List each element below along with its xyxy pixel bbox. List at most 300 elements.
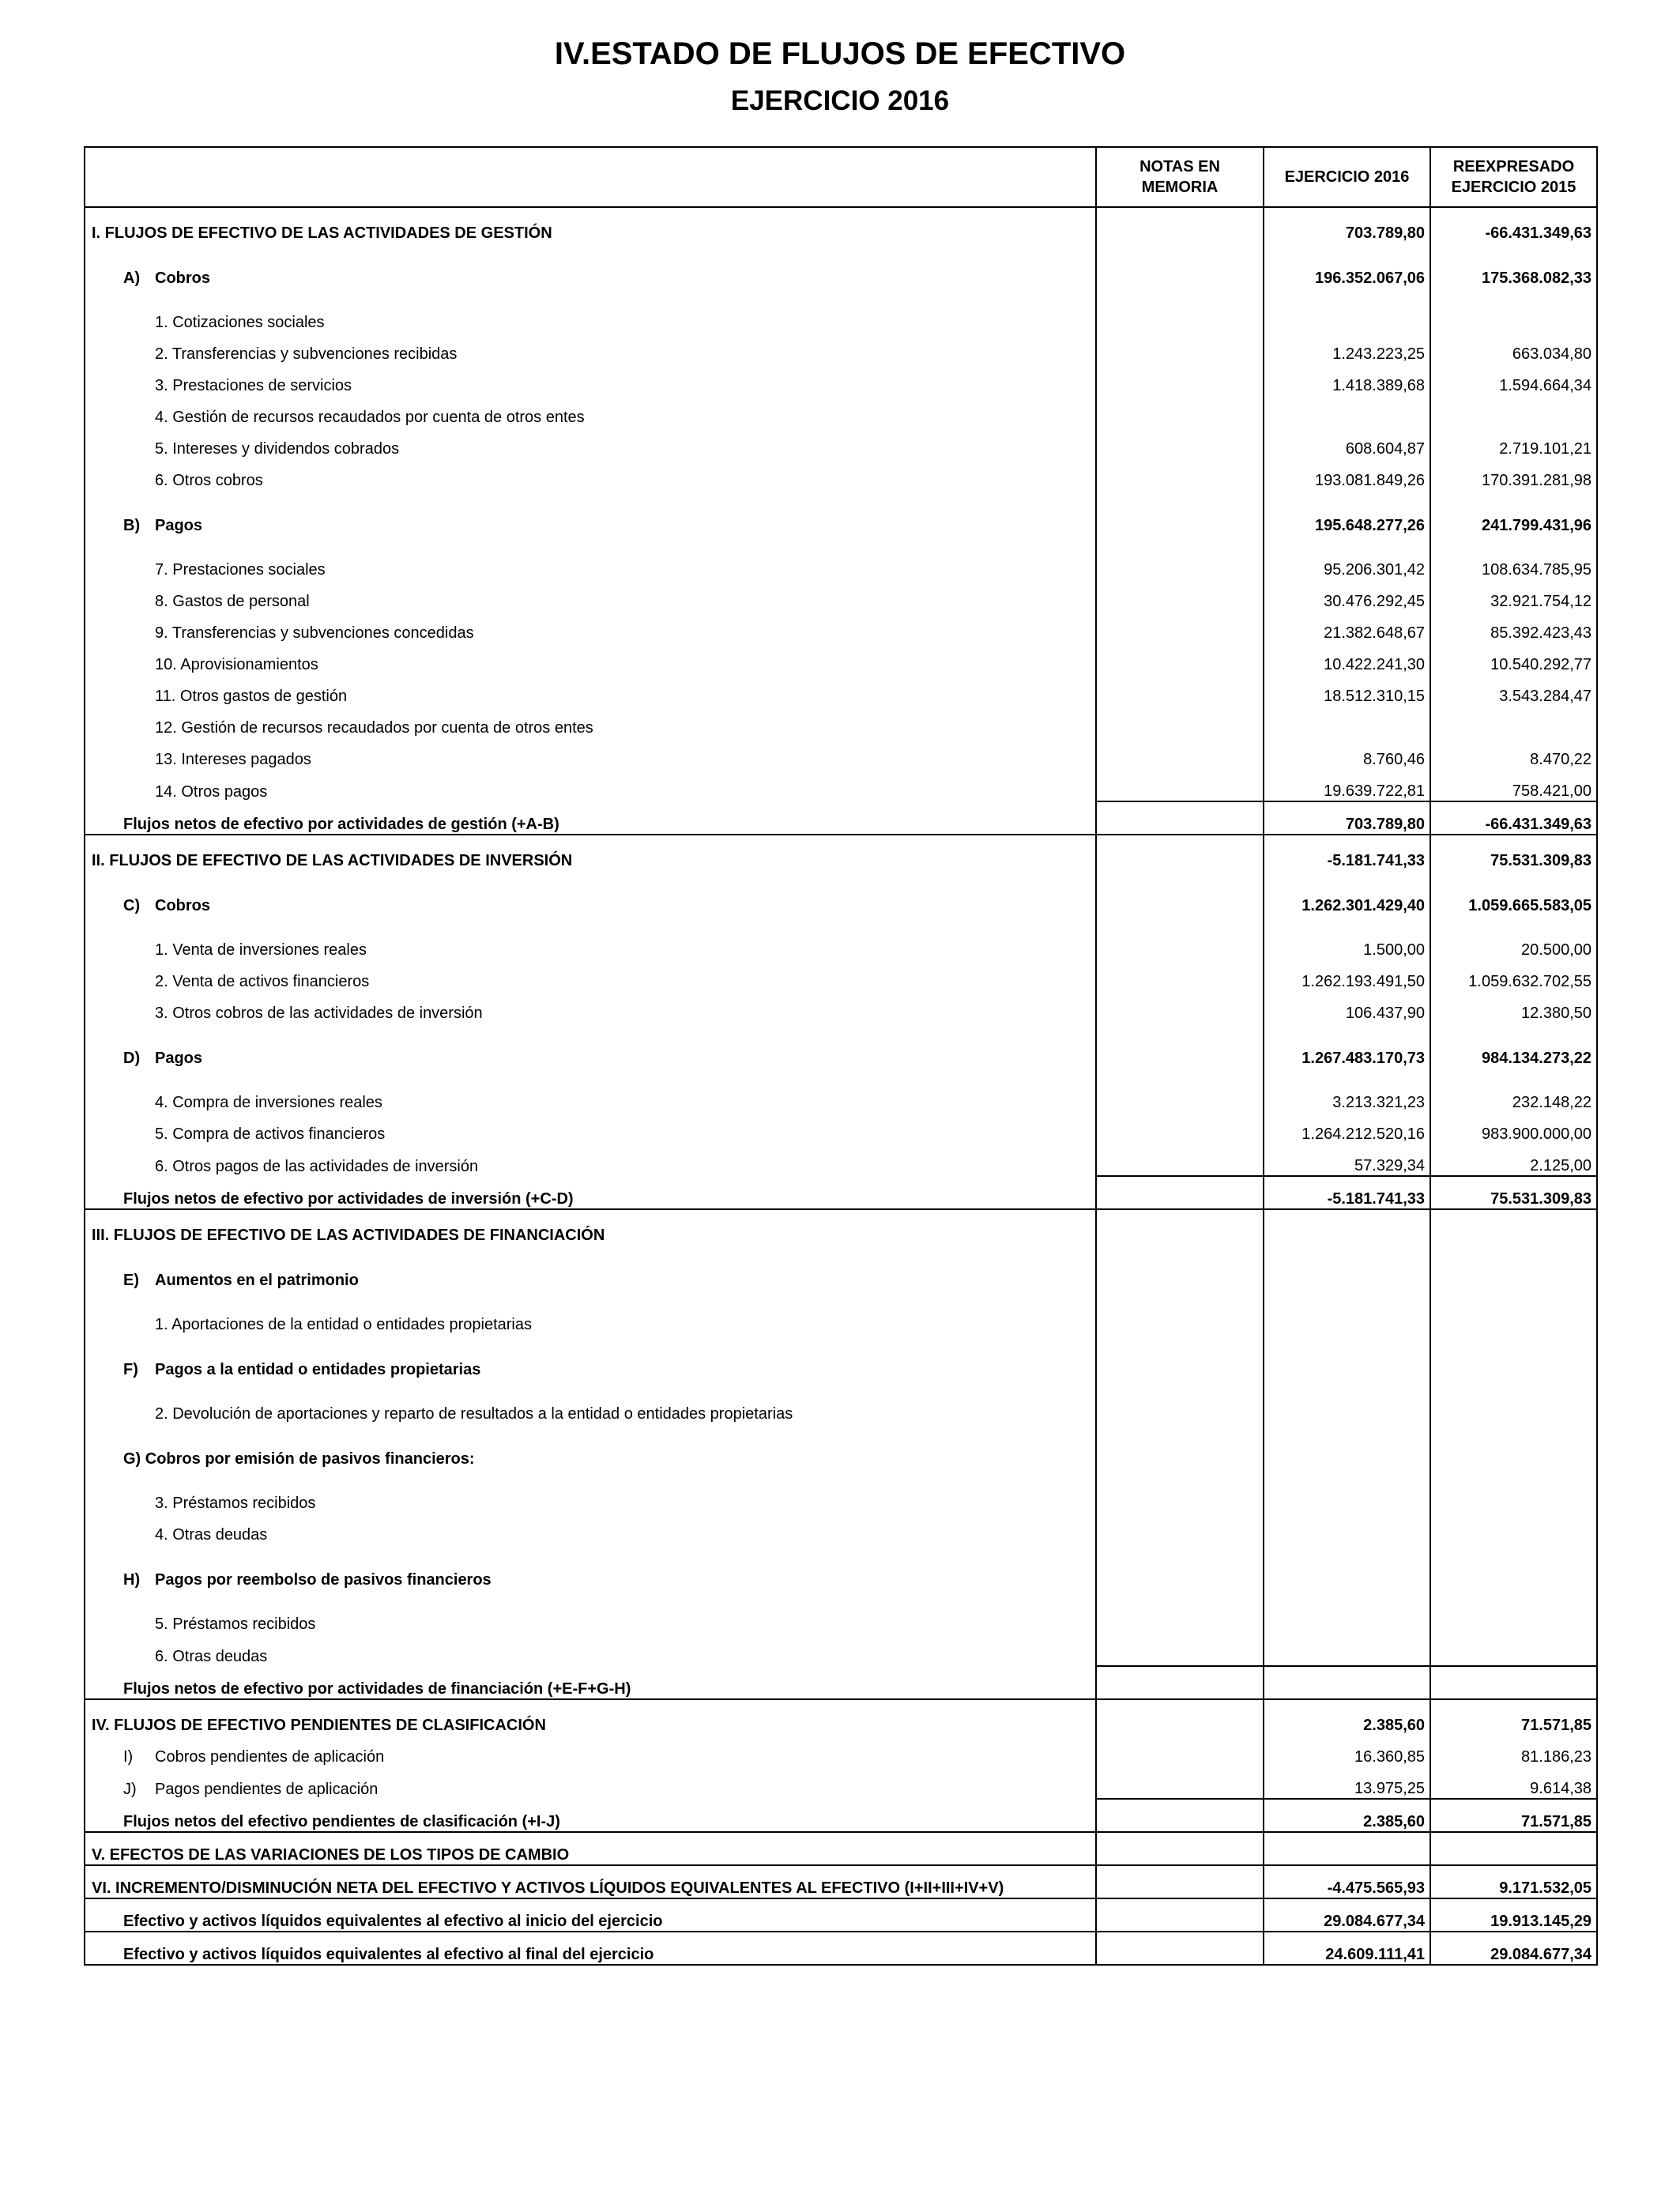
value-2015: 108.634.785,95 [1430, 535, 1597, 579]
value-2016: 608.604,87 [1264, 427, 1430, 458]
table-row [85, 395, 1597, 427]
value-2015 [1430, 1666, 1597, 1699]
table-row [85, 1699, 1597, 1735]
row-label-text: Flujos netos de efectivo por actividades de gestión (+A-B) [123, 816, 559, 833]
value-2016: 19.639.722,81 [1264, 769, 1430, 801]
table-row [85, 1423, 1597, 1468]
row-tag: A) [123, 270, 141, 287]
row-tag: D) [123, 1050, 141, 1067]
row-label [85, 243, 1096, 288]
value-2016 [1264, 1334, 1430, 1379]
notes-cell [1096, 870, 1264, 915]
row-label-text: 6. Otros cobros [155, 472, 263, 489]
notes-cell [1096, 959, 1264, 991]
row-label [85, 769, 1096, 801]
table-row [85, 1334, 1597, 1379]
notes-cell [1096, 1799, 1264, 1832]
value-2015: 1.059.665.583,05 [1430, 870, 1597, 915]
table-row [85, 835, 1597, 870]
row-label-text: V. EFECTOS DE LAS VARIACIONES DE LOS TIPOS DE CAMBIO [92, 1846, 570, 1864]
value-2015: 241.799.431,96 [1430, 490, 1597, 535]
value-2015: 170.391.281,98 [1430, 458, 1597, 490]
notes-cell [1096, 1023, 1264, 1068]
row-label [85, 643, 1096, 674]
value-2015: 175.368.082,33 [1430, 243, 1597, 288]
value-2015 [1430, 1423, 1597, 1468]
value-2015: 232.148,22 [1430, 1068, 1597, 1112]
row-label [85, 1423, 1096, 1468]
notes-cell [1096, 364, 1264, 395]
table-row [85, 611, 1597, 643]
notes-cell [1096, 674, 1264, 706]
value-2015 [1430, 1634, 1597, 1666]
table-row [85, 243, 1597, 288]
value-2016: 18.512.310,15 [1264, 674, 1430, 706]
row-label-text: Cobros [155, 270, 210, 287]
table-row [85, 1865, 1597, 1898]
notes-cell [1096, 1068, 1264, 1112]
row-label [85, 1112, 1096, 1144]
row-label-text: 5. Préstamos recibidos [155, 1615, 316, 1633]
value-2016: 8.760,46 [1264, 737, 1430, 769]
value-2015: 10.540.292,77 [1430, 643, 1597, 674]
value-2016: 16.360,85 [1264, 1735, 1430, 1766]
row-label-text: Efectivo y activos líquidos equivalentes al efectivo al inicio del ejercicio [123, 1913, 663, 1930]
value-2016 [1264, 1666, 1430, 1699]
row-label-text: Cobros pendientes de aplicación [155, 1748, 385, 1766]
notes-cell [1096, 1112, 1264, 1144]
row-label [85, 1766, 1096, 1799]
notes-cell [1096, 288, 1264, 332]
row-label [85, 1144, 1096, 1176]
value-2015: 2.125,00 [1430, 1144, 1597, 1176]
row-label-text: 3. Otros cobros de las actividades de inversión [155, 1005, 483, 1022]
notes-cell [1096, 490, 1264, 535]
notes-cell [1096, 1209, 1264, 1245]
row-label [85, 835, 1096, 870]
value-2016 [1264, 706, 1430, 737]
row-label [85, 1799, 1096, 1832]
value-2016: 1.264.212.520,16 [1264, 1112, 1430, 1144]
value-2016 [1264, 1379, 1430, 1423]
row-label [85, 870, 1096, 915]
row-label-text: 12. Gestión de recursos recaudados por cuenta de otros entes [155, 719, 593, 737]
row-label [85, 535, 1096, 579]
notes-cell [1096, 1589, 1264, 1634]
row-label-text: Pagos [155, 1050, 203, 1067]
row-label-text: 5. Compra de activos financieros [155, 1125, 386, 1143]
table-row [85, 1468, 1597, 1513]
notes-cell [1096, 1735, 1264, 1766]
row-label-text: 2. Transferencias y subvenciones recibidas [155, 345, 458, 363]
row-label [85, 1513, 1096, 1544]
notes-cell [1096, 332, 1264, 364]
notes-cell [1096, 1832, 1264, 1865]
row-label-text: 1. Cotizaciones sociales [155, 314, 325, 331]
value-2015: 71.571,85 [1430, 1799, 1597, 1832]
table-row [85, 1634, 1597, 1666]
value-2015: 71.571,85 [1430, 1699, 1597, 1735]
row-label-text: 3. Prestaciones de servicios [155, 377, 352, 394]
value-2016: 106.437,90 [1264, 991, 1430, 1023]
row-label-text: 6. Otros pagos de las actividades de inversión [155, 1158, 479, 1175]
value-2015: 663.034,80 [1430, 332, 1597, 364]
row-label-text: 7. Prestaciones sociales [155, 561, 326, 579]
row-label [85, 364, 1096, 395]
table-row [85, 1544, 1597, 1589]
value-2016: 1.262.301.429,40 [1264, 870, 1430, 915]
table-row [85, 915, 1597, 959]
value-2016: 57.329,34 [1264, 1144, 1430, 1176]
row-tag: J) [123, 1781, 137, 1798]
value-2015 [1430, 1589, 1597, 1634]
value-2015: 20.500,00 [1430, 915, 1597, 959]
value-2016: -5.181.741,33 [1264, 835, 1430, 870]
row-label [85, 674, 1096, 706]
value-2015: 8.470,22 [1430, 737, 1597, 769]
value-2016: 196.352.067,06 [1264, 243, 1430, 288]
table-row [85, 1112, 1597, 1144]
table-row [85, 737, 1597, 769]
row-label-text: Pagos pendientes de aplicación [155, 1781, 379, 1798]
table-row [85, 579, 1597, 611]
value-2015 [1430, 1334, 1597, 1379]
cash-flow-table [84, 146, 1598, 1966]
value-2015 [1430, 395, 1597, 427]
page-subtitle: EJERCICIO 2016 [730, 85, 950, 116]
table-row [85, 332, 1597, 364]
row-tag: I) [123, 1748, 134, 1766]
notes-cell [1096, 1290, 1264, 1334]
table-row [85, 801, 1597, 835]
table-row [85, 1766, 1597, 1799]
value-2015: 12.380,50 [1430, 991, 1597, 1023]
value-2016 [1264, 1589, 1430, 1634]
row-label-text: 2. Devolución de aportaciones y reparto de resultados a la entidad o entidades propietarias [155, 1405, 793, 1423]
value-2016 [1264, 1634, 1430, 1666]
value-2016: 1.262.193.491,50 [1264, 959, 1430, 991]
value-2015: 19.913.145,29 [1430, 1898, 1597, 1932]
value-2015 [1430, 1290, 1597, 1334]
value-2016: -5.181.741,33 [1264, 1176, 1430, 1209]
value-2015: 1.059.632.702,55 [1430, 959, 1597, 991]
notes-cell [1096, 579, 1264, 611]
value-2015: 2.719.101,21 [1430, 427, 1597, 458]
value-2015: -66.431.349,63 [1430, 207, 1597, 243]
row-label-text: 6. Otras deudas [155, 1648, 268, 1665]
value-2016: 703.789,80 [1264, 801, 1430, 835]
row-label [85, 915, 1096, 959]
row-label-text: 11. Otros gastos de gestión [155, 688, 348, 705]
row-label [85, 579, 1096, 611]
row-label [85, 1068, 1096, 1112]
notes-cell [1096, 1423, 1264, 1468]
row-label [85, 1245, 1096, 1290]
row-label-text: 4. Gestión de recursos recaudados por cuenta de otros entes [155, 409, 585, 426]
row-label-text: 5. Intereses y dividendos cobrados [155, 440, 400, 458]
row-label-text: 1. Aportaciones de la entidad o entidades propietarias [155, 1316, 533, 1333]
notes-cell [1096, 835, 1264, 870]
value-2015: 9.614,38 [1430, 1766, 1597, 1799]
row-label-text: Efectivo y activos líquidos equivalentes al efectivo al final del ejercicio [123, 1946, 654, 1963]
row-label-text: 3. Préstamos recibidos [155, 1495, 316, 1512]
value-2016 [1264, 1290, 1430, 1334]
value-2015 [1430, 1832, 1597, 1865]
value-2016 [1264, 1513, 1430, 1544]
value-2015: 3.543.284,47 [1430, 674, 1597, 706]
table-row [85, 991, 1597, 1023]
value-2015: 29.084.677,34 [1430, 1932, 1597, 1965]
row-label [85, 1666, 1096, 1699]
value-2015: 1.594.664,34 [1430, 364, 1597, 395]
notes-cell [1096, 1468, 1264, 1513]
row-label-text: Pagos por reembolso de pasivos financieros [155, 1571, 492, 1589]
table-row [85, 427, 1597, 458]
notes-cell [1096, 643, 1264, 674]
table-row [85, 288, 1597, 332]
value-2016: 21.382.648,67 [1264, 611, 1430, 643]
row-label-text: Aumentos en el patrimonio [155, 1272, 359, 1289]
table-row [85, 535, 1597, 579]
notes-cell [1096, 1932, 1264, 1965]
table-row [85, 1513, 1597, 1544]
value-2016: -4.475.565,93 [1264, 1865, 1430, 1898]
notes-cell [1096, 243, 1264, 288]
table-row [85, 1144, 1597, 1176]
table-row [85, 207, 1597, 243]
notes-cell [1096, 769, 1264, 801]
value-2016 [1264, 395, 1430, 427]
row-label-text: 8. Gastos de personal [155, 593, 310, 610]
value-2016: 2.385,60 [1264, 1699, 1430, 1735]
table-row [85, 364, 1597, 395]
row-label [85, 1832, 1096, 1865]
value-2016 [1264, 1468, 1430, 1513]
value-2016: 1.243.223,25 [1264, 332, 1430, 364]
row-label [85, 490, 1096, 535]
table-row [85, 1176, 1597, 1209]
value-2015: 32.921.754,12 [1430, 579, 1597, 611]
table-row [85, 1068, 1597, 1112]
value-2015 [1430, 1513, 1597, 1544]
row-label-text: 2. Venta de activos financieros [155, 973, 370, 990]
row-label-text: Flujos netos de efectivo por actividades de inversión (+C-D) [123, 1190, 574, 1208]
table-row [85, 490, 1597, 535]
row-tag: E) [123, 1272, 139, 1289]
value-2016: 1.500,00 [1264, 915, 1430, 959]
value-2016 [1264, 1544, 1430, 1589]
value-2015 [1430, 288, 1597, 332]
row-label [85, 959, 1096, 991]
header-concept [85, 147, 1096, 207]
value-2015 [1430, 1209, 1597, 1245]
value-2016: 13.975,25 [1264, 1766, 1430, 1799]
header-2016: EJERCICIO 2016 [1264, 147, 1430, 207]
notes-cell [1096, 706, 1264, 737]
notes-cell [1096, 458, 1264, 490]
value-2016: 1.267.483.170,73 [1264, 1023, 1430, 1068]
row-label-text: Cobros [155, 897, 210, 914]
row-label-text: 1. Venta de inversiones reales [155, 941, 367, 959]
value-2016: 24.609.111,41 [1264, 1932, 1430, 1965]
notes-cell [1096, 427, 1264, 458]
notes-cell [1096, 1334, 1264, 1379]
row-label-text: Pagos a la entidad o entidades propietarias [155, 1361, 481, 1378]
row-label [85, 1699, 1096, 1735]
value-2016: 29.084.677,34 [1264, 1898, 1430, 1932]
notes-cell [1096, 991, 1264, 1023]
row-label-text: I. FLUJOS DE EFECTIVO DE LAS ACTIVIDADES DE GESTIÓN [92, 224, 552, 242]
row-label [85, 288, 1096, 332]
row-tag: F) [123, 1361, 138, 1378]
value-2016: 30.476.292,45 [1264, 579, 1430, 611]
notes-cell [1096, 395, 1264, 427]
value-2015: 75.531.309,83 [1430, 1176, 1597, 1209]
table-row [85, 769, 1597, 801]
row-label-text: G) Cobros por emisión de pasivos financieros: [123, 1450, 475, 1468]
row-label [85, 737, 1096, 769]
row-label [85, 1735, 1096, 1766]
value-2016 [1264, 288, 1430, 332]
row-label [85, 458, 1096, 490]
table-row [85, 870, 1597, 915]
row-tag: C) [123, 897, 141, 914]
value-2016: 195.648.277,26 [1264, 490, 1430, 535]
row-label-text: Flujos netos de efectivo por actividades de financiación (+E-F+G-H) [123, 1680, 631, 1698]
row-label [85, 1334, 1096, 1379]
value-2015 [1430, 1379, 1597, 1423]
table-row [85, 1898, 1597, 1932]
row-label [85, 1634, 1096, 1666]
row-label [85, 1023, 1096, 1068]
table-row [85, 1832, 1597, 1865]
notes-cell [1096, 737, 1264, 769]
table-row [85, 1023, 1597, 1068]
value-2015: 81.186,23 [1430, 1735, 1597, 1766]
value-2016: 2.385,60 [1264, 1799, 1430, 1832]
table-row [85, 1209, 1597, 1245]
value-2015 [1430, 1468, 1597, 1513]
row-label [85, 207, 1096, 243]
row-label-text: 14. Otros pagos [155, 783, 268, 801]
table-row [85, 458, 1597, 490]
page-title: IV.ESTADO DE FLUJOS DE EFECTIVO [554, 36, 1126, 71]
row-tag: H) [123, 1571, 141, 1589]
row-label [85, 706, 1096, 737]
notes-cell [1096, 611, 1264, 643]
notes-cell [1096, 535, 1264, 579]
row-label [85, 332, 1096, 364]
row-label [85, 801, 1096, 835]
row-label-text: 9. Transferencias y subvenciones concedidas [155, 624, 474, 642]
notes-cell [1096, 1666, 1264, 1699]
row-label [85, 1544, 1096, 1589]
table-row [85, 1589, 1597, 1634]
value-2016: 193.081.849,26 [1264, 458, 1430, 490]
row-label [85, 1290, 1096, 1334]
value-2015: 85.392.423,43 [1430, 611, 1597, 643]
row-label [85, 1932, 1096, 1965]
row-label [85, 395, 1096, 427]
row-label [85, 1589, 1096, 1634]
notes-cell [1096, 1176, 1264, 1209]
table-row [85, 1735, 1597, 1766]
table-row [85, 643, 1597, 674]
value-2016: 95.206.301,42 [1264, 535, 1430, 579]
value-2016: 10.422.241,30 [1264, 643, 1430, 674]
value-2015: -66.431.349,63 [1430, 801, 1597, 835]
row-tag: B) [123, 517, 141, 534]
row-label-text: Pagos [155, 517, 203, 534]
value-2015: 75.531.309,83 [1430, 835, 1597, 870]
notes-cell [1096, 1245, 1264, 1290]
value-2016 [1264, 1245, 1430, 1290]
row-label-text: VI. INCREMENTO/DISMINUCIÓN NETA DEL EFECTIVO Y ACTIVOS LÍQUIDOS EQUIVALENTES AL EFECTIVO (I+II+III+IV+V) [92, 1879, 1004, 1897]
notes-cell [1096, 207, 1264, 243]
value-2015: 9.171.532,05 [1430, 1865, 1597, 1898]
notes-cell [1096, 801, 1264, 835]
table-row [85, 674, 1597, 706]
notes-cell [1096, 1144, 1264, 1176]
value-2015: 758.421,00 [1430, 769, 1597, 801]
notes-cell [1096, 1699, 1264, 1735]
row-label-text: 10. Aprovisionamientos [155, 656, 318, 673]
row-label-text: II. FLUJOS DE EFECTIVO DE LAS ACTIVIDADES DE INVERSIÓN [92, 852, 573, 869]
table-row [85, 1799, 1597, 1832]
table-row [85, 706, 1597, 737]
row-label-text: Flujos netos del efectivo pendientes de clasificación (+I-J) [123, 1813, 560, 1830]
row-label-text: 13. Intereses pagados [155, 751, 311, 768]
row-label [85, 1865, 1096, 1898]
value-2015 [1430, 1544, 1597, 1589]
notes-cell [1096, 1898, 1264, 1932]
row-label [85, 1379, 1096, 1423]
notes-cell [1096, 1379, 1264, 1423]
table-row [85, 1932, 1597, 1965]
row-label-text: III. FLUJOS DE EFECTIVO DE LAS ACTIVIDADES DE FINANCIACIÓN [92, 1227, 605, 1244]
row-label-text: 4. Otras deudas [155, 1526, 268, 1544]
row-label-text: 4. Compra de inversiones reales [155, 1094, 382, 1111]
value-2015 [1430, 706, 1597, 737]
header-notes: NOTAS EN MEMORIA [1096, 147, 1264, 207]
value-2016: 1.418.389,68 [1264, 364, 1430, 395]
row-label [85, 1468, 1096, 1513]
table-row [85, 959, 1597, 991]
value-2016 [1264, 1832, 1430, 1865]
notes-cell [1096, 1634, 1264, 1666]
row-label [85, 1176, 1096, 1209]
row-label [85, 991, 1096, 1023]
table-header-row [85, 147, 1597, 207]
value-2015: 983.900.000,00 [1430, 1112, 1597, 1144]
value-2016 [1264, 1209, 1430, 1245]
value-2015: 984.134.273,22 [1430, 1023, 1597, 1068]
header-2015: REEXPRESADO EJERCICIO 2015 [1430, 147, 1597, 207]
row-label [85, 611, 1096, 643]
table-row [85, 1666, 1597, 1699]
row-label [85, 1209, 1096, 1245]
value-2016: 703.789,80 [1264, 207, 1430, 243]
row-label [85, 1898, 1096, 1932]
table-row [85, 1290, 1597, 1334]
table-row [85, 1245, 1597, 1290]
table-row [85, 1379, 1597, 1423]
notes-cell [1096, 1513, 1264, 1544]
row-label [85, 427, 1096, 458]
row-label-text: IV. FLUJOS DE EFECTIVO PENDIENTES DE CLASIFICACIÓN [92, 1717, 546, 1734]
value-2016 [1264, 1423, 1430, 1468]
value-2016: 3.213.321,23 [1264, 1068, 1430, 1112]
